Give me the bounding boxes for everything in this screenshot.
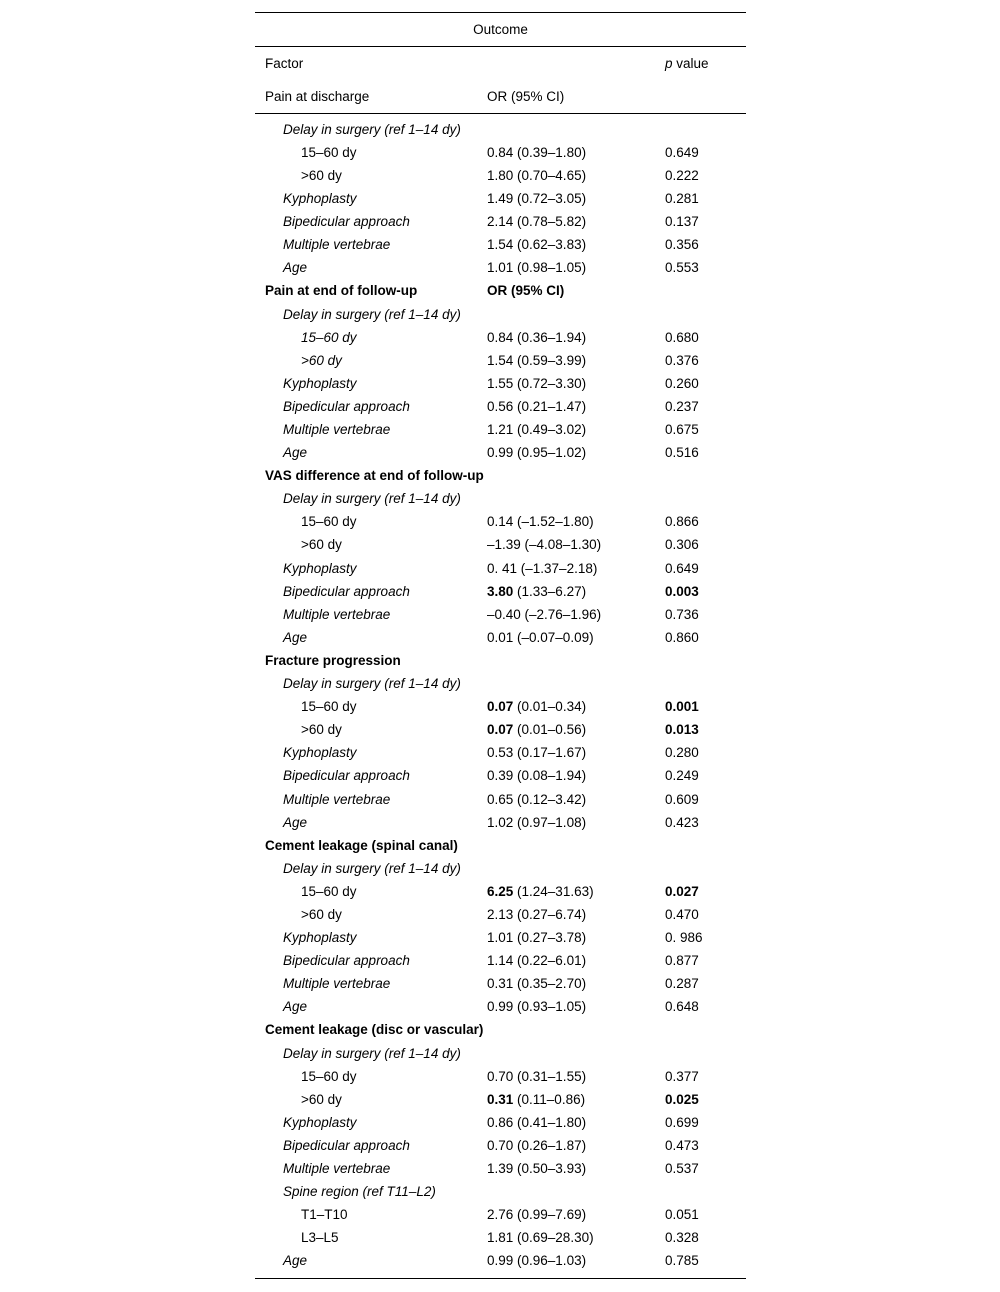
- table-row: [255, 164, 746, 187]
- or-cell: 0.84 (0.39–1.80): [487, 144, 587, 160]
- p-value-cell: 0.423: [665, 814, 699, 830]
- factor-cell: >60 dy: [301, 722, 342, 738]
- factor-cell: Bipedicular approach: [283, 214, 410, 230]
- factor-cell: Age: [283, 814, 308, 830]
- table-row: [255, 233, 746, 256]
- table-row: [255, 949, 746, 972]
- table-row: [255, 280, 746, 303]
- p-value-cell: 0. 986: [665, 930, 703, 946]
- p-value-cell: 0.356: [665, 237, 699, 253]
- or-cell: 1.21 (0.49–3.02): [487, 422, 587, 438]
- table-row: [255, 834, 746, 857]
- or-cell: 0.70 (0.31–1.55): [487, 1068, 587, 1084]
- p-value-cell: 0.537: [665, 1161, 699, 1177]
- p-value-cell: 0.649: [665, 560, 699, 576]
- factor-cell: Bipedicular approach: [283, 1137, 410, 1153]
- factor-cell: Age: [283, 445, 308, 461]
- or-cell: 2.76 (0.99–7.69): [487, 1207, 587, 1223]
- factor-cell: Fracture progression: [265, 652, 401, 668]
- table-row: [255, 649, 746, 672]
- factor-cell: Kyphoplasty: [283, 560, 357, 576]
- factor-cell: Kyphoplasty: [283, 1114, 357, 1130]
- or-cell: 0.39 (0.08–1.94): [487, 768, 587, 784]
- or-cell: 0.53 (0.17–1.67): [487, 745, 587, 761]
- header-row-factor: [255, 47, 746, 80]
- or-cell: –0.40 (–2.76–1.96): [487, 606, 602, 622]
- or-cell: 0.84 (0.36–1.94): [487, 329, 587, 345]
- p-rest: value: [672, 55, 709, 71]
- table-row: [255, 626, 746, 649]
- table-row: [255, 1227, 746, 1250]
- or-cell: 1.54 (0.62–3.83): [487, 237, 587, 253]
- factor-cell: Pain at end of follow-up: [265, 283, 418, 299]
- or-cell: 1.55 (0.72–3.30): [487, 375, 587, 391]
- factor-cell: T1–T10: [301, 1207, 348, 1223]
- p-value-cell: 0.699: [665, 1114, 699, 1130]
- factor-cell: Multiple vertebrae: [283, 1161, 391, 1177]
- or-cell: 0.99 (0.95–1.02): [487, 445, 587, 461]
- table-row: [255, 395, 746, 418]
- p-value-cell: 0.376: [665, 352, 699, 368]
- p-value-cell: 0.287: [665, 976, 699, 992]
- table-row: [255, 441, 746, 464]
- p-value-cell: 0.260: [665, 375, 699, 391]
- table-row: [255, 187, 746, 210]
- table-row: [255, 1180, 746, 1203]
- table-row: [255, 926, 746, 949]
- or-cell: 0.31 (0.11–0.86): [487, 1091, 586, 1107]
- table-row: [255, 718, 746, 741]
- factor-cell: Kyphoplasty: [283, 375, 357, 391]
- table-row: [255, 603, 746, 626]
- or-cell: 1.39 (0.50–3.93): [487, 1161, 587, 1177]
- header-row-pain-at-discharge: [255, 80, 746, 113]
- factor-cell: 15–60 dy: [301, 329, 357, 345]
- or-cell: OR (95% CI): [487, 283, 565, 299]
- table-row: [255, 1250, 746, 1273]
- p-value-cell: 0.003: [665, 583, 699, 599]
- p-value-cell: 0.013: [665, 722, 699, 738]
- or-cell: 2.14 (0.78–5.82): [487, 214, 587, 230]
- p-value-cell: 0.860: [665, 629, 699, 645]
- factor-cell: 15–60 dy: [301, 514, 357, 530]
- table-row: [255, 210, 746, 233]
- p-value-cell: 0.785: [665, 1253, 699, 1269]
- p-value-cell: 0.280: [665, 745, 699, 761]
- p-value-cell: 0.553: [665, 260, 699, 276]
- table-header: [255, 47, 746, 114]
- table-row: [255, 903, 746, 926]
- or-cell: –1.39 (–4.08–1.30): [487, 537, 602, 553]
- table-row: [255, 765, 746, 788]
- outcome-header-label: Outcome: [473, 22, 528, 37]
- factor-cell: Spine region (ref T11–L2): [283, 1184, 436, 1200]
- table-row: [255, 788, 746, 811]
- p-value-cell: 0.328: [665, 1230, 699, 1246]
- or-cell: 2.13 (0.27–6.74): [487, 906, 587, 922]
- factor-cell: Delay in surgery (ref 1–14 dy): [283, 121, 461, 137]
- p-value-cell: 0.281: [665, 191, 699, 207]
- factor-cell: >60 dy: [301, 352, 342, 368]
- table-row: [255, 1157, 746, 1180]
- or-cell: 0.31 (0.35–2.70): [487, 976, 587, 992]
- table-row: [255, 1134, 746, 1157]
- p-value-cell: 0.237: [665, 398, 699, 414]
- or-cell: 0.07 (0.01–0.56): [487, 722, 587, 738]
- factor-cell: Delay in surgery (ref 1–14 dy): [283, 1045, 461, 1061]
- p-value-cell: 0.516: [665, 445, 699, 461]
- factor-header-label: Factor: [265, 55, 304, 71]
- factor-cell: Bipedicular approach: [283, 583, 410, 599]
- or-cell: 1.49 (0.72–3.05): [487, 191, 587, 207]
- factor-cell: 15–60 dy: [301, 883, 357, 899]
- p-value-cell: 0.001: [665, 699, 699, 715]
- or-cell: 0.86 (0.41–1.80): [487, 1114, 587, 1130]
- table-row: [255, 303, 746, 326]
- table-row: [255, 534, 746, 557]
- or-cell: 1.01 (0.27–3.78): [487, 930, 587, 946]
- factor-cell: Multiple vertebrae: [283, 237, 391, 253]
- or-cell: 1.01 (0.98–1.05): [487, 260, 587, 276]
- or-cell: 0. 41 (–1.37–2.18): [487, 560, 598, 576]
- table-row: [255, 695, 746, 718]
- table-row: [255, 326, 746, 349]
- table-row: [255, 1088, 746, 1111]
- factor-cell: >60 dy: [301, 1091, 342, 1107]
- p-value-cell: 0.609: [665, 791, 699, 807]
- factor-cell: Multiple vertebrae: [283, 422, 391, 438]
- p-value-cell: 0.473: [665, 1137, 699, 1153]
- or-cell: 1.14 (0.22–6.01): [487, 953, 587, 969]
- or-cell: 6.25 (1.24–31.63): [487, 883, 594, 899]
- p-value-cell: 0.137: [665, 214, 699, 230]
- factor-cell: >60 dy: [301, 537, 342, 553]
- factor-cell: Multiple vertebrae: [283, 791, 391, 807]
- p-value-header-label: [665, 57, 746, 71]
- table-row: [255, 257, 746, 280]
- factor-cell: Multiple vertebrae: [283, 976, 391, 992]
- or-cell: 0.01 (–0.07–0.09): [487, 629, 594, 645]
- table-row: [255, 742, 746, 765]
- p-value-cell: 0.736: [665, 606, 699, 622]
- p-italic: p: [665, 55, 673, 71]
- factor-cell: Delay in surgery (ref 1–14 dy): [283, 676, 461, 692]
- p-value-cell: 0.470: [665, 906, 699, 922]
- table-row: [255, 141, 746, 164]
- table-row: [255, 1019, 746, 1042]
- p-value-cell: 0.025: [665, 1091, 699, 1107]
- factor-cell: Cement leakage (spinal canal): [265, 837, 458, 853]
- table-row: [255, 511, 746, 534]
- table-row: [255, 580, 746, 603]
- table-row: [255, 1065, 746, 1088]
- factor-cell: Age: [283, 1253, 308, 1269]
- factor-cell: >60 dy: [301, 167, 342, 183]
- table-row: [255, 118, 746, 141]
- table-row: [255, 996, 746, 1019]
- factor-cell: Bipedicular approach: [283, 768, 410, 784]
- or-cell: 1.80 (0.70–4.65): [487, 167, 587, 183]
- factor-cell: >60 dy: [301, 906, 342, 922]
- factor-cell: Kyphoplasty: [283, 745, 357, 761]
- table-row: [255, 488, 746, 511]
- p-value-cell: 0.648: [665, 999, 699, 1015]
- factor-cell: Age: [283, 629, 308, 645]
- p-value-cell: 0.675: [665, 422, 699, 438]
- or-cell: 0.56 (0.21–1.47): [487, 398, 587, 414]
- or-cell: 3.80 (1.33–6.27): [487, 583, 587, 599]
- table-row: [255, 464, 746, 487]
- table-row: [255, 1042, 746, 1065]
- p-value-cell: 0.866: [665, 514, 699, 530]
- table-row: [255, 672, 746, 695]
- p-value-cell: 0.051: [665, 1207, 699, 1223]
- or-cell: 0.14 (–1.52–1.80): [487, 514, 594, 530]
- factor-cell: Multiple vertebrae: [283, 606, 391, 622]
- factor-cell: Bipedicular approach: [283, 953, 410, 969]
- table-row: [255, 557, 746, 580]
- factor-cell: Delay in surgery (ref 1–14 dy): [283, 491, 461, 507]
- p-value-cell: 0.222: [665, 167, 699, 183]
- factor-cell: 15–60 dy: [301, 1068, 357, 1084]
- or-cell: 1.81 (0.69–28.30): [487, 1230, 594, 1246]
- factor-cell: Age: [283, 999, 308, 1015]
- table-row: [255, 1111, 746, 1134]
- regression-results-table: [255, 12, 746, 1279]
- table-row: [255, 418, 746, 441]
- factor-cell: VAS difference at end of follow-up: [265, 468, 484, 484]
- or-cell: 0.99 (0.96–1.03): [487, 1253, 587, 1269]
- p-value-cell: 0.377: [665, 1068, 699, 1084]
- or-cell: 1.02 (0.97–1.08): [487, 814, 587, 830]
- factor-cell: Cement leakage (disc or vascular): [265, 1022, 484, 1038]
- table-row: [255, 1203, 746, 1226]
- factor-cell: Age: [283, 260, 308, 276]
- or-cell: 0.07 (0.01–0.34): [487, 699, 587, 715]
- table-body: [255, 114, 746, 1278]
- factor-cell: Delay in surgery (ref 1–14 dy): [283, 306, 461, 322]
- p-value-cell: 0.249: [665, 768, 699, 784]
- factor-cell: 15–60 dy: [301, 144, 357, 160]
- p-value-cell: 0.306: [665, 537, 699, 553]
- factor-cell: L3–L5: [301, 1230, 339, 1246]
- factor-cell: Kyphoplasty: [283, 930, 357, 946]
- or-cell: 0.70 (0.26–1.87): [487, 1137, 587, 1153]
- table-row: [255, 880, 746, 903]
- p-value-cell: 0.027: [665, 883, 699, 899]
- p-value-cell: 0.877: [665, 953, 699, 969]
- factor-cell: 15–60 dy: [301, 699, 357, 715]
- table-row: [255, 811, 746, 834]
- p-value-cell: 0.649: [665, 144, 699, 160]
- or-cell: 0.99 (0.93–1.05): [487, 999, 587, 1015]
- or-ci-header-label: OR (95% CI): [487, 88, 565, 104]
- or-cell: 0.65 (0.12–3.42): [487, 791, 587, 807]
- table-header-outcome-row: [255, 13, 746, 47]
- table-row: [255, 857, 746, 880]
- p-value-cell: 0.680: [665, 329, 699, 345]
- table-row: [255, 349, 746, 372]
- factor-cell: Delay in surgery (ref 1–14 dy): [283, 860, 461, 876]
- factor-cell: Kyphoplasty: [283, 191, 357, 207]
- or-cell: 1.54 (0.59–3.99): [487, 352, 587, 368]
- table-row: [255, 372, 746, 395]
- pain-at-discharge-label: Pain at discharge: [265, 88, 370, 104]
- factor-cell: Bipedicular approach: [283, 398, 410, 414]
- table-row: [255, 972, 746, 995]
